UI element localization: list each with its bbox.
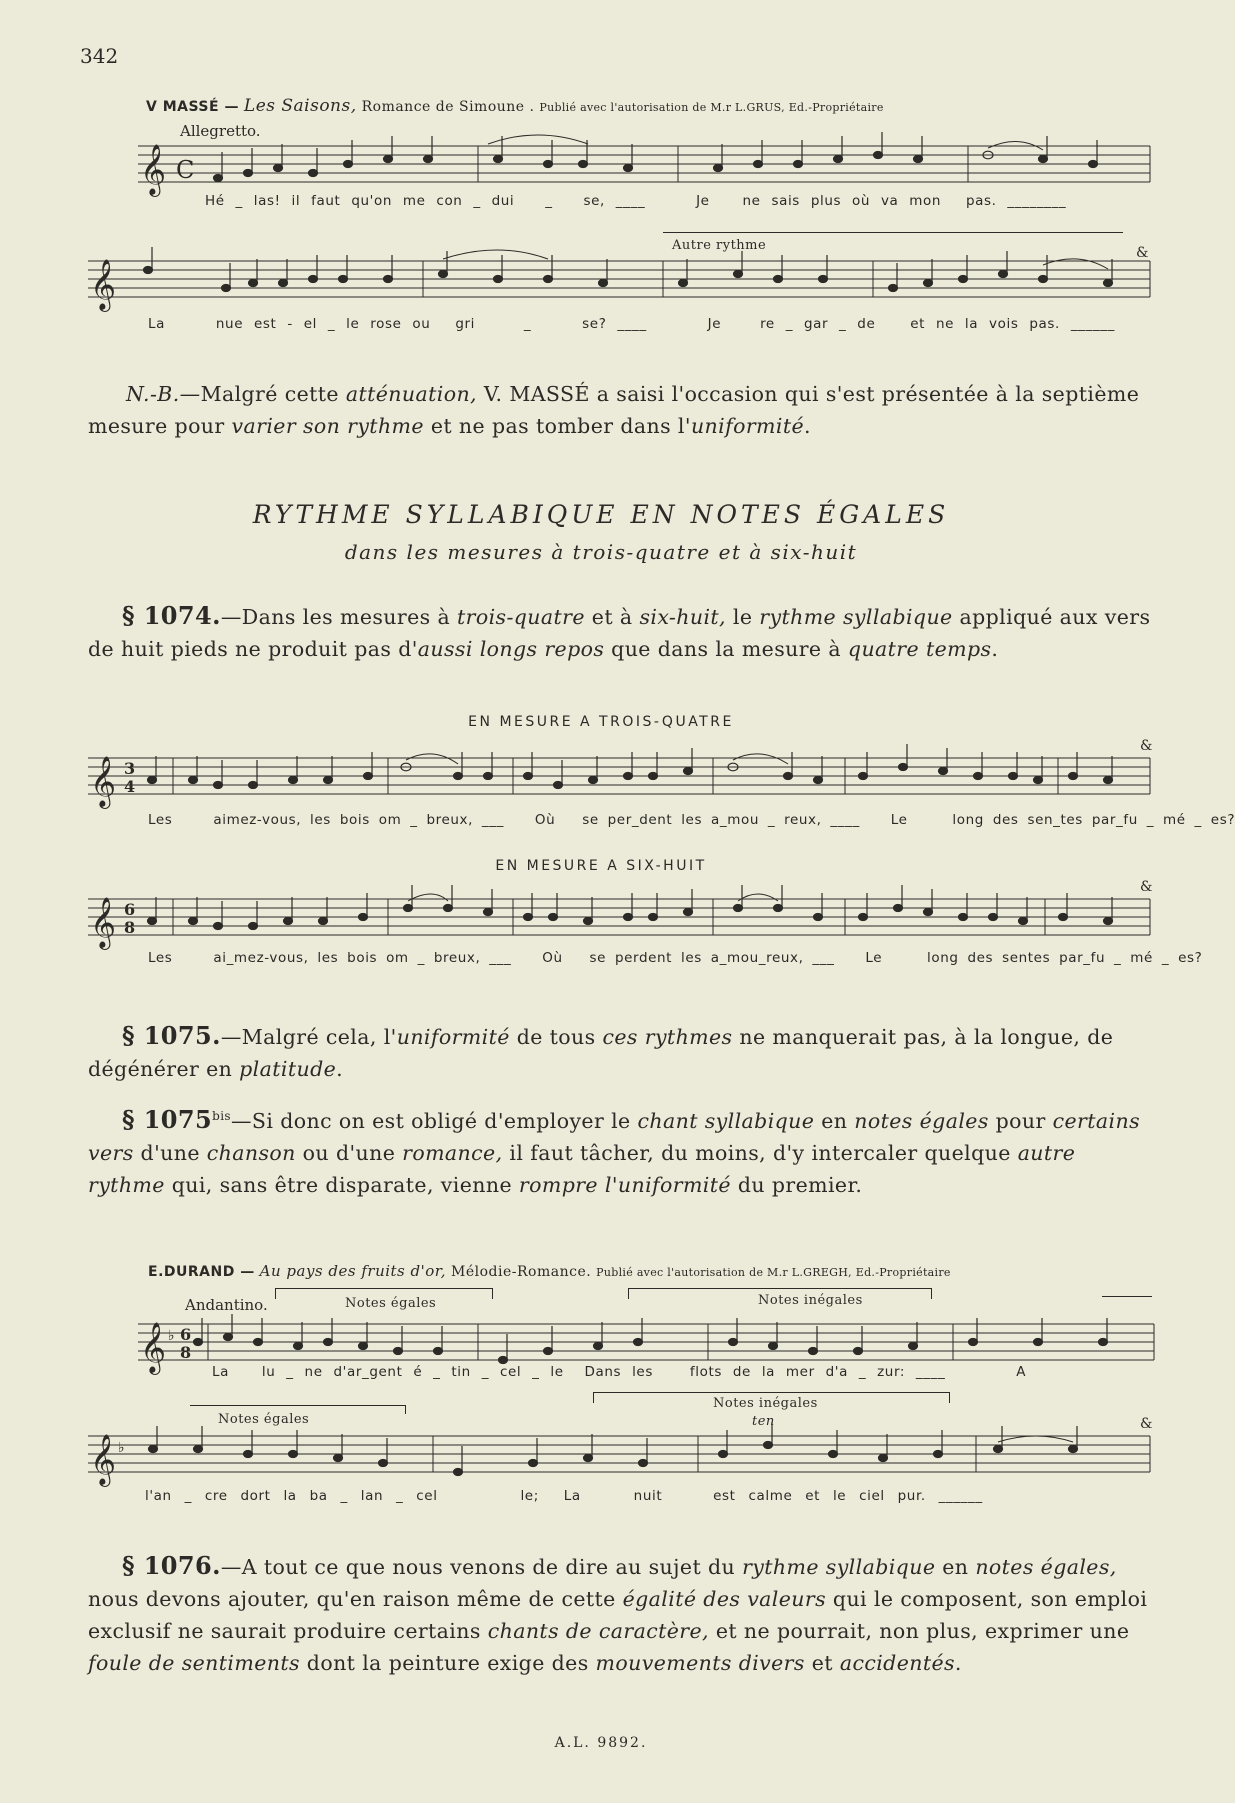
text: qui, sans être disparate, vienne (164, 1172, 519, 1197)
lyric: faut qu'on me con _ dui (311, 193, 515, 209)
tenuto-mark: ten (752, 1414, 775, 1429)
notes-inegales-label-2: Notes inégales (713, 1396, 818, 1411)
text: qui le composent, son emploi exclusif ne saurait produire certains (88, 1587, 1148, 1643)
text: —Si donc on est obligé d'employer le (231, 1108, 638, 1133)
text: V. MASSÉ a saisi l'occasion qui s'est présentée à la septième mesure pour (88, 382, 1140, 438)
svg-text:&: & (1136, 245, 1149, 261)
italic-text: aussi longs repos (417, 637, 605, 661)
example1-header (146, 96, 884, 116)
paragraph-1076 (88, 1550, 1156, 1679)
permission-note: Publié avec l'autorisation de M.r L.GREGH, Ed.-Propriétaire (596, 1266, 951, 1279)
notes-egales-label-2: Notes égales (218, 1412, 310, 1427)
text: d'une (133, 1140, 207, 1165)
tempo-marking: Allegretto. (180, 122, 261, 140)
composer-name: V MASSÉ — (146, 99, 239, 115)
text: . (991, 637, 999, 661)
italic-text: atténuation, (345, 382, 477, 406)
lyric: se, ____ (583, 193, 646, 209)
staff-svg (88, 738, 1153, 808)
lyric: Les (148, 812, 173, 828)
text: pour (988, 1108, 1053, 1133)
music-staff-six-eight (88, 879, 1153, 949)
text: —Dans les mesures à (220, 605, 457, 629)
lyric: La (563, 1488, 581, 1504)
lyric: long des sen_tes par_fu _ mé _ es? (952, 812, 1235, 828)
lyric: lu _ ne d'ar_gent é _ tin _ cel _ le (261, 1364, 564, 1380)
italic-text: rythme syllabique (759, 605, 953, 629)
lyric: La (212, 1364, 229, 1380)
lyric: gri (455, 316, 475, 332)
text: en (814, 1108, 855, 1133)
lyric: se perdent les a_mou_reux, ___ (589, 950, 835, 966)
alt-rhythm-label: Autre rythme (672, 238, 767, 253)
lyric: le; (520, 1488, 539, 1504)
lyric: nuit (633, 1488, 663, 1504)
music-staff-three-four (88, 738, 1153, 808)
svg-text:𝄞: 𝄞 (90, 259, 117, 310)
text: et à (584, 605, 640, 629)
italic-text: uniformité (396, 1025, 510, 1049)
italic-text: chanson (206, 1140, 296, 1165)
svg-text:𝄞: 𝄞 (90, 756, 117, 807)
italic-text: rythme syllabique (742, 1555, 936, 1579)
label-six-eight: EN MESURE A SIX-HUIT (495, 858, 707, 874)
text: —Malgré cela, l' (220, 1025, 397, 1049)
text: de tous (509, 1025, 603, 1049)
lyrics-six-eight (148, 950, 1202, 966)
text: que dans la mesure à (604, 637, 848, 661)
paragraph-1074 (88, 600, 1156, 665)
text: nous devons ajouter, qu'en raison même de cette (88, 1587, 623, 1611)
section-number: § 1075 (122, 1104, 213, 1134)
svg-text:𝄞: 𝄞 (140, 144, 167, 195)
lyrics-three-four (148, 812, 1235, 828)
section-number-sup: bis (212, 1109, 231, 1123)
text: ou d'une (295, 1140, 403, 1165)
lyrics-example1-line1 (205, 193, 1066, 209)
lyric: re _ gar _ de (760, 316, 876, 332)
svg-text:&: & (1140, 738, 1153, 754)
alt-rhythm-bracket (663, 232, 1123, 233)
italic-text: varier son rythme (231, 414, 424, 438)
paragraph-1075-bis (88, 1100, 1156, 1201)
staff-svg (88, 879, 1153, 949)
lyric: l'an _ cre dort la ba _ lan _ cel (145, 1488, 438, 1504)
text: dont la peinture exige des (299, 1651, 596, 1675)
lyric: Dans les (584, 1364, 653, 1380)
lyric: long des sentes par_fu _ mé _ es? (927, 950, 1203, 966)
bracket-line (1102, 1296, 1152, 1297)
italic-text: notes égales, (975, 1555, 1117, 1579)
nb-paragraph (88, 378, 1156, 442)
text: . (804, 414, 811, 438)
section-number: § 1074. (122, 601, 221, 630)
text: ne manquerait pas, à la longue, de dégénérer en (88, 1025, 1114, 1081)
section-number: § 1076. (122, 1551, 221, 1580)
lyric: pas. ________ (965, 193, 1067, 209)
italic-text: certains vers (88, 1108, 1140, 1165)
svg-text:4: 4 (124, 777, 136, 796)
lyric: Le (890, 812, 908, 828)
text: et (804, 1651, 840, 1675)
text: —A tout ce que nous venons de dire au sujet du (220, 1555, 743, 1579)
section-heading: RYTHME SYLLABIQUE EN NOTES ÉGALES (252, 500, 950, 529)
work-subtitle: Mélodie-Romance. (451, 1264, 592, 1280)
label-three-four: EN MESURE A TROIS-QUATRE (468, 714, 734, 730)
composer-name: E.DURAND — (148, 1264, 255, 1280)
notes-egales-label: Notes égales (345, 1296, 437, 1311)
lyric: A (1016, 1364, 1027, 1380)
text: et ne pas tomber dans l' (423, 414, 691, 438)
text: il faut tâcher, du moins, d'y intercaler quelque (502, 1140, 1018, 1165)
lyric: se per_dent les a_mou _ reux, ____ (582, 812, 860, 828)
lyric: La (148, 316, 165, 332)
lyric: Je (707, 316, 722, 332)
lyric: Où (534, 812, 556, 828)
italic-text: quatre temps (847, 637, 992, 661)
text: . (954, 1651, 962, 1675)
italic-text: uniformité (690, 414, 804, 438)
work-title: Au pays des fruits d'or, (259, 1262, 447, 1280)
svg-text:♭: ♭ (168, 1328, 175, 1344)
lyric: Hé _ las! il (205, 193, 301, 209)
text: Malgré cette (200, 382, 346, 406)
lyric: et ne la vois pas. ______ (910, 316, 1115, 332)
text: du premier. (730, 1172, 863, 1197)
lyric: Où (542, 950, 563, 966)
svg-text:𝄞: 𝄞 (90, 897, 117, 948)
permission-note: Publié avec l'autorisation de M.r L.GRUS, Ed.-Propriétaire (539, 101, 884, 114)
italic-text: six-huit, (639, 605, 726, 629)
nb-lead: N.-B.— (126, 382, 201, 406)
text: en (935, 1555, 976, 1579)
italic-text: chants de caractère, (487, 1619, 709, 1643)
lyric: _ (523, 316, 532, 332)
section-subheading: dans les mesures à trois-quatre et à six-huit (344, 540, 858, 564)
lyric: Je (696, 193, 710, 209)
lyric: ai_mez-vous, les bois om _ breux, ___ (213, 950, 512, 966)
work-subtitle: Romance de Simoune . (361, 99, 535, 115)
music-staff-example1-line1 (138, 140, 1153, 200)
svg-text:𝄞: 𝄞 (90, 1434, 117, 1485)
italic-text: rompre l'uniformité (518, 1172, 731, 1197)
italic-text: foule de sentiments (88, 1651, 300, 1675)
work-title: Les Saisons, (243, 96, 357, 116)
italic-text: ces rythmes (602, 1025, 733, 1049)
svg-text:6: 6 (124, 900, 136, 919)
italic-text: notes égales (854, 1108, 989, 1133)
plate-number: A.L. 9892. (554, 1735, 648, 1751)
text: . (336, 1057, 344, 1081)
italic-text: platitude (239, 1057, 337, 1081)
notes-inegales-label: Notes inégales (758, 1293, 863, 1308)
text: et ne pourrait, non plus, exprimer une (708, 1619, 1130, 1643)
italic-text: chant syllabique (637, 1108, 815, 1133)
lyric: Les (148, 950, 173, 966)
page-number: 342 (80, 44, 119, 68)
italic-text: accidentés (839, 1651, 955, 1675)
staff-svg (138, 140, 1153, 200)
lyric: nue est - el _ le rose ou (215, 316, 431, 332)
svg-text:3: 3 (124, 759, 136, 778)
lyric: Le (865, 950, 883, 966)
italic-text: égalité des valeurs (622, 1587, 827, 1611)
italic-text: autre rythme (88, 1140, 1076, 1197)
svg-text:♭: ♭ (118, 1440, 125, 1456)
lyrics-example3-line2 (145, 1488, 983, 1504)
lyric: se? ____ (582, 316, 647, 332)
tempo-marking: Andantino. (185, 1296, 268, 1314)
svg-text:8: 8 (180, 1343, 192, 1362)
svg-text:C: C (176, 156, 195, 184)
example3-header (148, 1262, 951, 1280)
section-number: § 1075. (122, 1021, 221, 1050)
lyric: est calme et le ciel pur. ______ (713, 1488, 983, 1504)
italic-text: mouvements divers (595, 1651, 805, 1675)
italic-text: trois-quatre (456, 605, 585, 629)
svg-text:&: & (1140, 1416, 1153, 1432)
lyrics-example3-line1 (212, 1364, 1026, 1380)
text: appliqué aux vers de huit pieds ne produit pas d' (88, 605, 1151, 661)
paragraph-1075 (88, 1020, 1156, 1085)
svg-text:6: 6 (180, 1325, 192, 1344)
svg-text:8: 8 (124, 918, 136, 937)
text: le (725, 605, 760, 629)
lyrics-example1-line2 (148, 316, 1115, 332)
italic-text: romance, (402, 1140, 503, 1165)
lyric: aimez-vous, les bois om _ breux, ___ (213, 812, 504, 828)
lyric: flots de la mer d'a _ zur: ____ (689, 1364, 946, 1380)
lyric: ne sais plus où va mon (742, 193, 942, 209)
svg-text:&: & (1140, 879, 1153, 895)
svg-text:𝄞: 𝄞 (140, 1322, 167, 1373)
lyric: _ (545, 193, 553, 209)
